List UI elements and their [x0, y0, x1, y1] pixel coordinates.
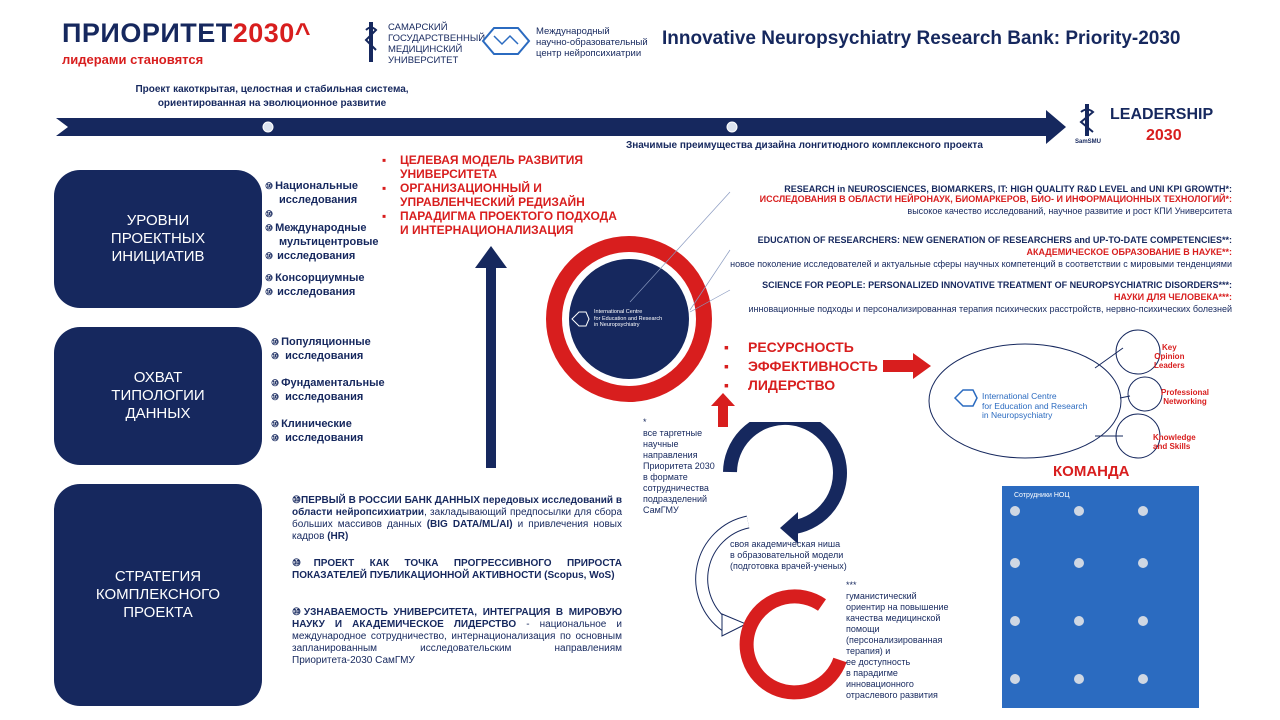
team-member	[1138, 674, 1198, 686]
list-item: ⑩ Клинические	[271, 418, 352, 430]
bullet-icon: ⑩	[271, 337, 280, 347]
list-item: ▪ ЛИДЕРСТВО	[724, 376, 878, 395]
leadership-label: LEADERSHIP	[1110, 106, 1214, 123]
bubble-knowledge-skills: Knowledge and Skills	[1153, 433, 1196, 451]
icenp-logo-text: Международный научно-образовательный центр нейропсихиатрии	[536, 26, 648, 59]
avatar	[1074, 506, 1084, 516]
page-title	[62, 18, 311, 49]
team-member	[1074, 558, 1134, 570]
vertical-up-arrow	[475, 246, 507, 468]
right-arrow-icon	[883, 353, 931, 379]
icenp-logo-icon	[480, 24, 532, 63]
note-1: * все таргетные научные направления Приоритета 2030 в формате сотрудничества подразделений СамГМУ	[643, 417, 715, 515]
list-item: ▪ ОРГАНИЗАЦИОННЫЙ И УПРАВЛЕНЧЕСКИЙ РЕДИЗАЙН	[382, 181, 627, 209]
box-data-coverage: ОХВАТ ТИПОЛОГИИ ДАННЫХ	[54, 327, 262, 465]
avatar	[1010, 558, 1020, 568]
bullet-icon: ⑩	[265, 273, 274, 283]
target-model-list	[382, 153, 627, 237]
note-3: *** гуманистический ориентир на повышение качества медицинской помощи (персонализированная терапия) и ее доступность в парадигме инновационного отраслевого развития	[846, 580, 949, 700]
title-year: 2030^	[232, 18, 312, 48]
avatar	[1138, 616, 1148, 626]
network-center-label: International Centre for Education and Research in Neuropsychiatry	[982, 391, 1088, 420]
box-project-levels: УРОВНИ ПРОЕКТНЫХ ИНИЦИАТИВ	[54, 170, 262, 308]
note-2: ** своя академическая ниша в образовательной модели (подготовка врачей-ученых)	[730, 528, 847, 571]
samsmu-logo-text: САМАРСКИЙ ГОСУДАРСТВЕННЫЙ МЕДИЦИНСКИЙ УНИВЕРСИТЕТ	[388, 22, 486, 66]
center-circle-label: International Centre for Education and Research in Neuropsychiatry	[594, 309, 663, 328]
bullet-icon: ⑩	[292, 495, 302, 506]
list-item: ⑩ Консорциумные	[265, 272, 365, 284]
bullet-icon: ⑩	[271, 419, 280, 429]
bullet-icon: ⑩	[265, 223, 274, 233]
levels-list: ⑩ Национальные исследования ⑩ ⑩ Международные мультицентровые ⑩ исследования ⑩ Консорциумные ⑩ исследования	[265, 179, 390, 299]
team-member	[1010, 558, 1070, 570]
bullet-icon: ⑩	[265, 209, 274, 219]
avatar	[1010, 506, 1020, 516]
bullet-icon: ⑩	[271, 378, 280, 388]
bubble-professional-networking: Professional Networking	[1161, 388, 1210, 406]
avatar	[1074, 674, 1084, 684]
strategy-item-3: ⑩УЗНАВАЕМОСТЬ УНИВЕРСИТЕТА, ИНТЕГРАЦИЯ В МИРОВУЮ НАУКУ И АКАДЕМИЧЕСКОЕ ЛИДЕРСТВО - национальное и международное сотрудничество, интернационализация по основным запланированным исследовательским направлениям Приоритета-2030 СамГМУ	[292, 607, 623, 666]
strategy-item-1: ⑩ПЕРВЫЙ В РОССИИ БАНК ДАННЫХ передовых исследований в области нейропсихиатрии, закладывающий предпосылки для сбора больших массивов данных (BIG DATA/ML/AI) и привлечения новых кадров (HR)	[292, 495, 623, 542]
team-member	[1010, 674, 1070, 686]
bullet-icon: ⑩	[292, 558, 314, 569]
bullet-icon: ⑩	[271, 351, 280, 361]
cycle-arrow-red	[710, 580, 860, 710]
box-strategy: СТРАТЕГИЯ КОМПЛЕКСНОГО ПРОЕКТА	[54, 484, 262, 706]
list-item: ▪ РЕСУРСНОСТЬ	[724, 338, 878, 357]
bullet-icon: ⑩	[265, 251, 274, 261]
outcomes-list	[724, 338, 878, 395]
list-item: ⑩ Национальные	[265, 180, 359, 192]
list-item: ⑩ Фундаментальные	[271, 377, 385, 389]
bullet-icon: ⑩	[265, 181, 274, 191]
avatar	[1138, 506, 1148, 516]
avatar	[1074, 616, 1084, 626]
research-block-2: EDUCATION OF RESEARCHERS: NEW GENERATION OF RESEARCHERS and UP-TO-DATE COMPETENCIES**: АКАДЕМИЧЕСКОЕ ОБРАЗОВАНИЕ В НАУКЕ**: новое поколение исследователей и актуальные сферы научных компетенций в соответствии с мировыми тенденциями	[730, 235, 1232, 269]
list-item: ▪ ЦЕЛЕВАЯ МОДЕЛЬ РАЗВИТИЯ УНИВЕРСИТЕТА	[382, 153, 627, 181]
bullet-icon: ⑩	[271, 433, 280, 443]
timeline-left-text: Проект какоткрытая, целостная и стабильная система, ориентированная на эволюционное развитие	[135, 84, 409, 109]
team-member	[1138, 506, 1198, 518]
list-item: ▪ ЭФФЕКТИВНОСТЬ	[724, 357, 878, 376]
list-item: ⑩ Международные	[265, 222, 367, 234]
coverage-list: ⑩ Популяционные ⑩ исследования ⑩ Фундаментальные ⑩ исследования ⑩ Клинические ⑩ исследования	[271, 335, 396, 445]
leadership-year: 2030	[1146, 127, 1182, 144]
team-title: КОМАНДА	[1053, 463, 1130, 480]
leadership-logo-caption: SamSMU	[1075, 139, 1102, 145]
timeline-right-text: Значимые преимущества дизайна лонгитюдного комплексного проекта	[626, 140, 983, 151]
bubble-key-opinion-leaders: Key Opinion Leaders	[1154, 343, 1185, 370]
avatar	[1074, 558, 1084, 568]
bullet-icon: ⑩	[292, 607, 304, 618]
team-member	[1010, 506, 1070, 518]
team-card[interactable]	[1002, 486, 1199, 708]
team-member	[1074, 616, 1134, 628]
leadership-emblem-icon	[1074, 104, 1100, 144]
research-block-3: SCIENCE FOR PEOPLE: PERSONALIZED INNOVATIVE TREATMENT OF NEUROPSYCHIATRIC DISORDERS***: НАУКИ ДЛЯ ЧЕЛОВЕКА***: инновационные подходы и персонализированная терапия психических расстройств, нервно-психических болезней	[748, 280, 1232, 314]
strategy-item-2: ⑩ПРОЕКТ КАК ТОЧКА ПРОГРЕССИВНОГО ПРИРОСТА ПОКАЗАТЕЛЕЙ ПУБЛИКАЦИОННОЙ АКТИВНОСТИ (Scopus, WoS)	[292, 558, 622, 581]
avatar	[1138, 674, 1148, 684]
team-member	[1074, 506, 1134, 518]
team-card-header: Сотрудники НОЦ	[1014, 492, 1070, 499]
team-member	[1138, 558, 1198, 570]
samsmu-emblem-icon	[364, 22, 378, 62]
avatar	[1138, 558, 1148, 568]
team-member	[1138, 616, 1198, 628]
title-priority: ПРИОРИТЕТ	[62, 18, 233, 48]
page-subtitle: лидерами становятся	[62, 52, 204, 67]
research-bank-title: Innovative Neuropsychiatry Research Bank: Priority-2030	[662, 28, 1181, 49]
team-member	[1010, 616, 1070, 628]
bullet-icon: ⑩	[271, 392, 280, 402]
research-block-1: RESEARCH in NEUROSCIENCES, BIOMARKERS, IT: HIGH QUALITY R&D LEVEL and UNI KPI GROWTH*: ИССЛЕДОВАНИЯ В ОБЛАСТИ НЕЙРОНАУК, БИОМАРКЕРОВ, БИО- И ИНФОРМАЦИОННЫХ ТЕХНОЛОГИЙ*: высокое качество исследований, научное развитие и рост КПИ Университета	[759, 184, 1232, 216]
list-item: ▪ ПАРАДИГМА ПРОЕКТОГО ПОДХОДА И ИНТЕРНАЦИОНАЛИЗАЦИЯ	[382, 209, 627, 237]
avatar	[1010, 674, 1020, 684]
avatar	[1010, 616, 1020, 626]
list-item: ⑩ Популяционные	[271, 336, 371, 348]
bullet-icon: ⑩	[265, 287, 274, 297]
team-member	[1074, 674, 1134, 686]
